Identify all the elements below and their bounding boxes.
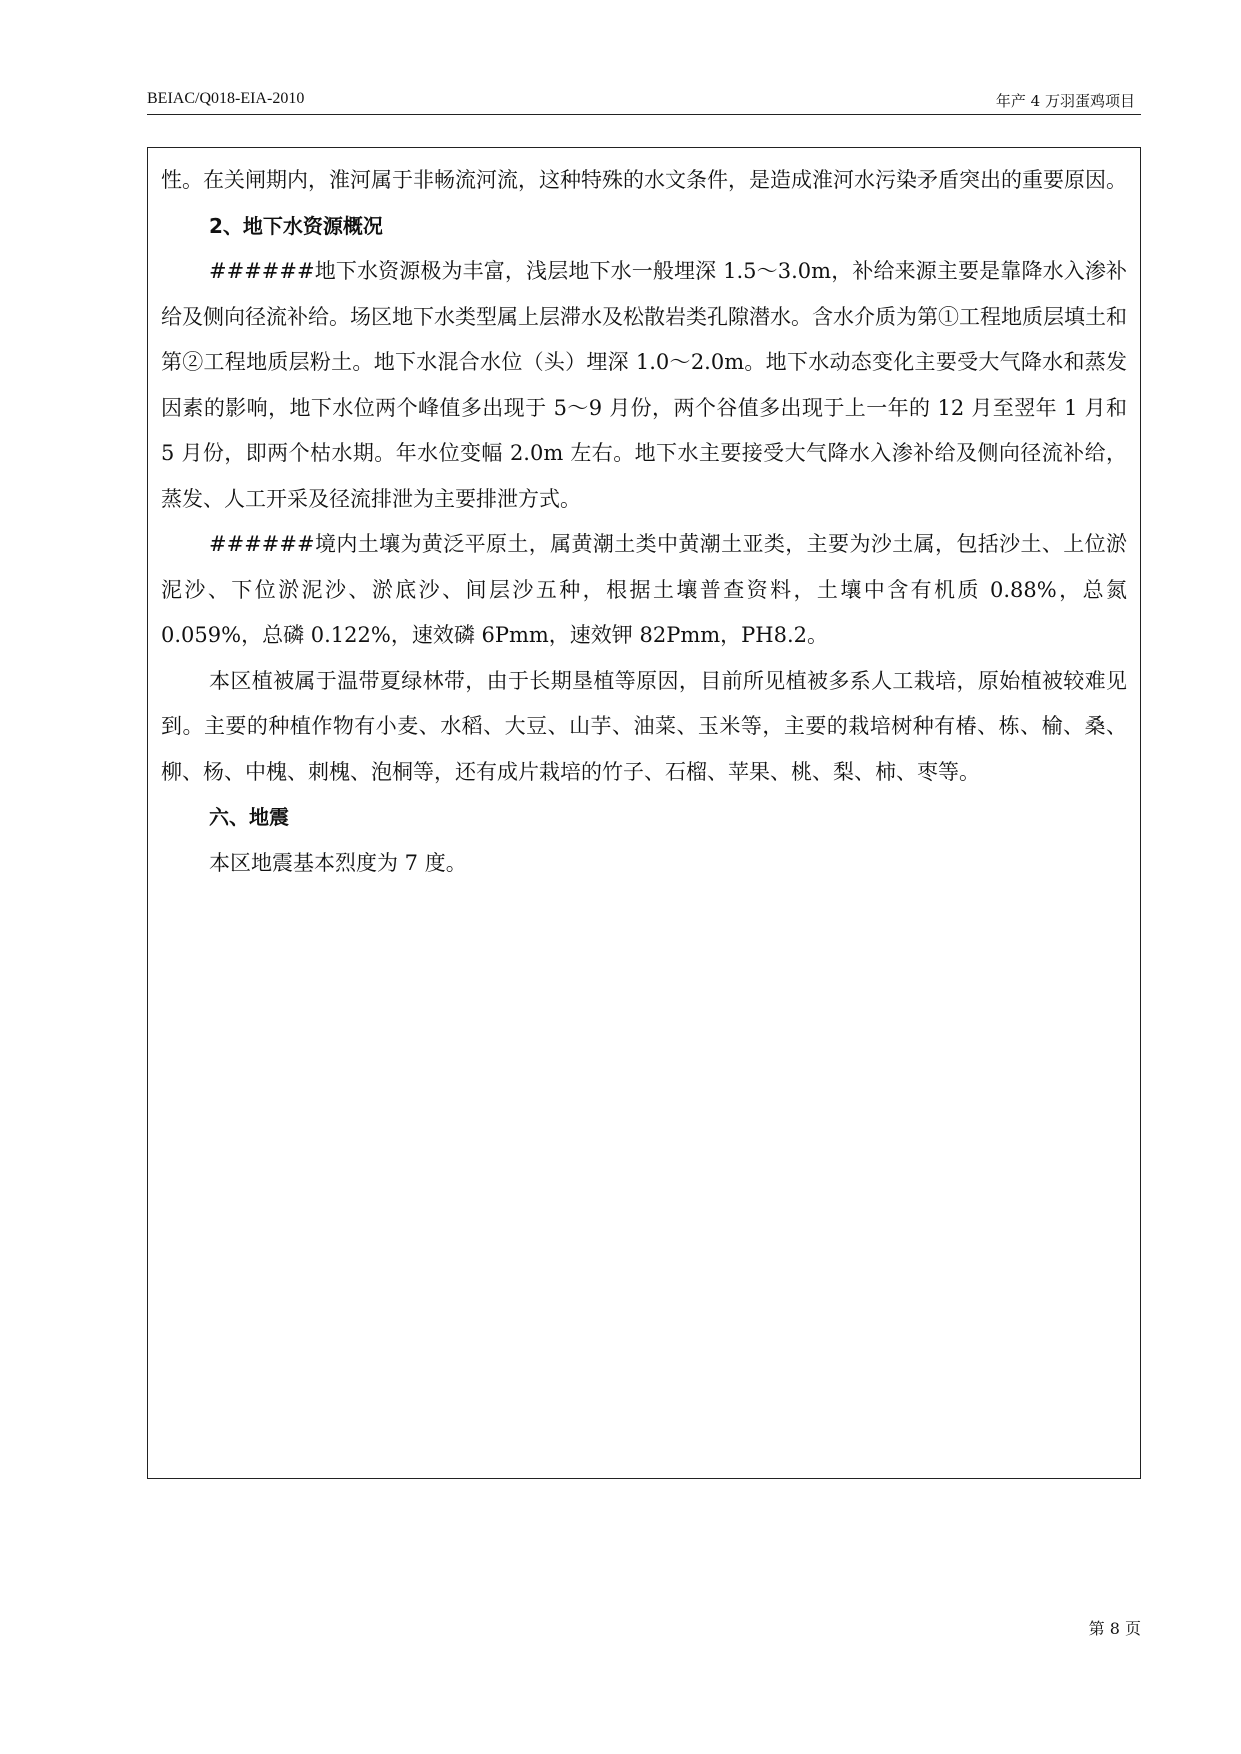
content-frame bbox=[147, 147, 1141, 1479]
paragraph-soil: ######境内土壤为黄泛平原土，属黄潮土类中黄潮土亚类，主要为沙土属，包括沙土、上位淤泥沙、下位淤泥沙、淤底沙、间层沙五种，根据土壤普查资料，土壤中含有机质 0.88%，总氮 0.059%，总磷 0.122%，速效磷 6Pmm，速效钾 82Pmm，PH8.2。 bbox=[161, 532, 1127, 647]
paragraph-earthquake: 本区地震基本烈度为 7 度。 bbox=[209, 850, 467, 875]
paragraph-vegetation: 本区植被属于温带夏绿林带，由于长期垦植等原因，目前所见植被多系人工栽培，原始植被较难见到。主要的种植作物有小麦、水稻、大豆、山芋、油菜、玉米等，主要的栽培树种有椿、栋、榆、桑、柳、杨、中槐、刺槐、泡桐等，还有成片栽培的竹子、石榴、苹果、桃、梨、柿、枣等。 bbox=[161, 668, 1127, 784]
page-number: 第 8 页 bbox=[1088, 1619, 1141, 1638]
project-title: 年产 4 万羽蛋鸡项目 bbox=[995, 92, 1135, 110]
page-header bbox=[147, 88, 1141, 115]
body-text bbox=[161, 158, 1127, 886]
paragraph-continued: 性。在关闸期内，淮河属于非畅流河流，这种特殊的水文条件，是造成淮河水污染矛盾突出的重要原因。 bbox=[161, 168, 1127, 192]
section-heading-earthquake: 六、地震 bbox=[209, 805, 289, 829]
document-code: BEIAC/Q018-EIA-2010 bbox=[147, 90, 305, 107]
paragraph-groundwater: ######地下水资源极为丰富，浅层地下水一般埋深 1.5～3.0m，补给来源主要是靠降水入渗补给及侧向径流补给。场区地下水类型属上层滞水及松散岩类孔隙潜水。含水介质为第①工程地质层填土和第②工程地质层粉土。地下水混合水位（头）埋深 1.0～2.0m。地下水动态变化主要受大气降水和蒸发因素的影响，地下水位两个峰值多出现于 5～9 月份，两个谷值多出现于上一年的 12 月至翌年 1 月和 5 月份，即两个枯水期。年水位变幅 2.0m 左右。地下水主要接受大气降水入渗补给及侧向径流补给，蒸发、人工开采及径流排泄为主要排泄方式。 bbox=[161, 259, 1127, 511]
section-heading-groundwater: 2、地下水资源概况 bbox=[209, 213, 383, 238]
